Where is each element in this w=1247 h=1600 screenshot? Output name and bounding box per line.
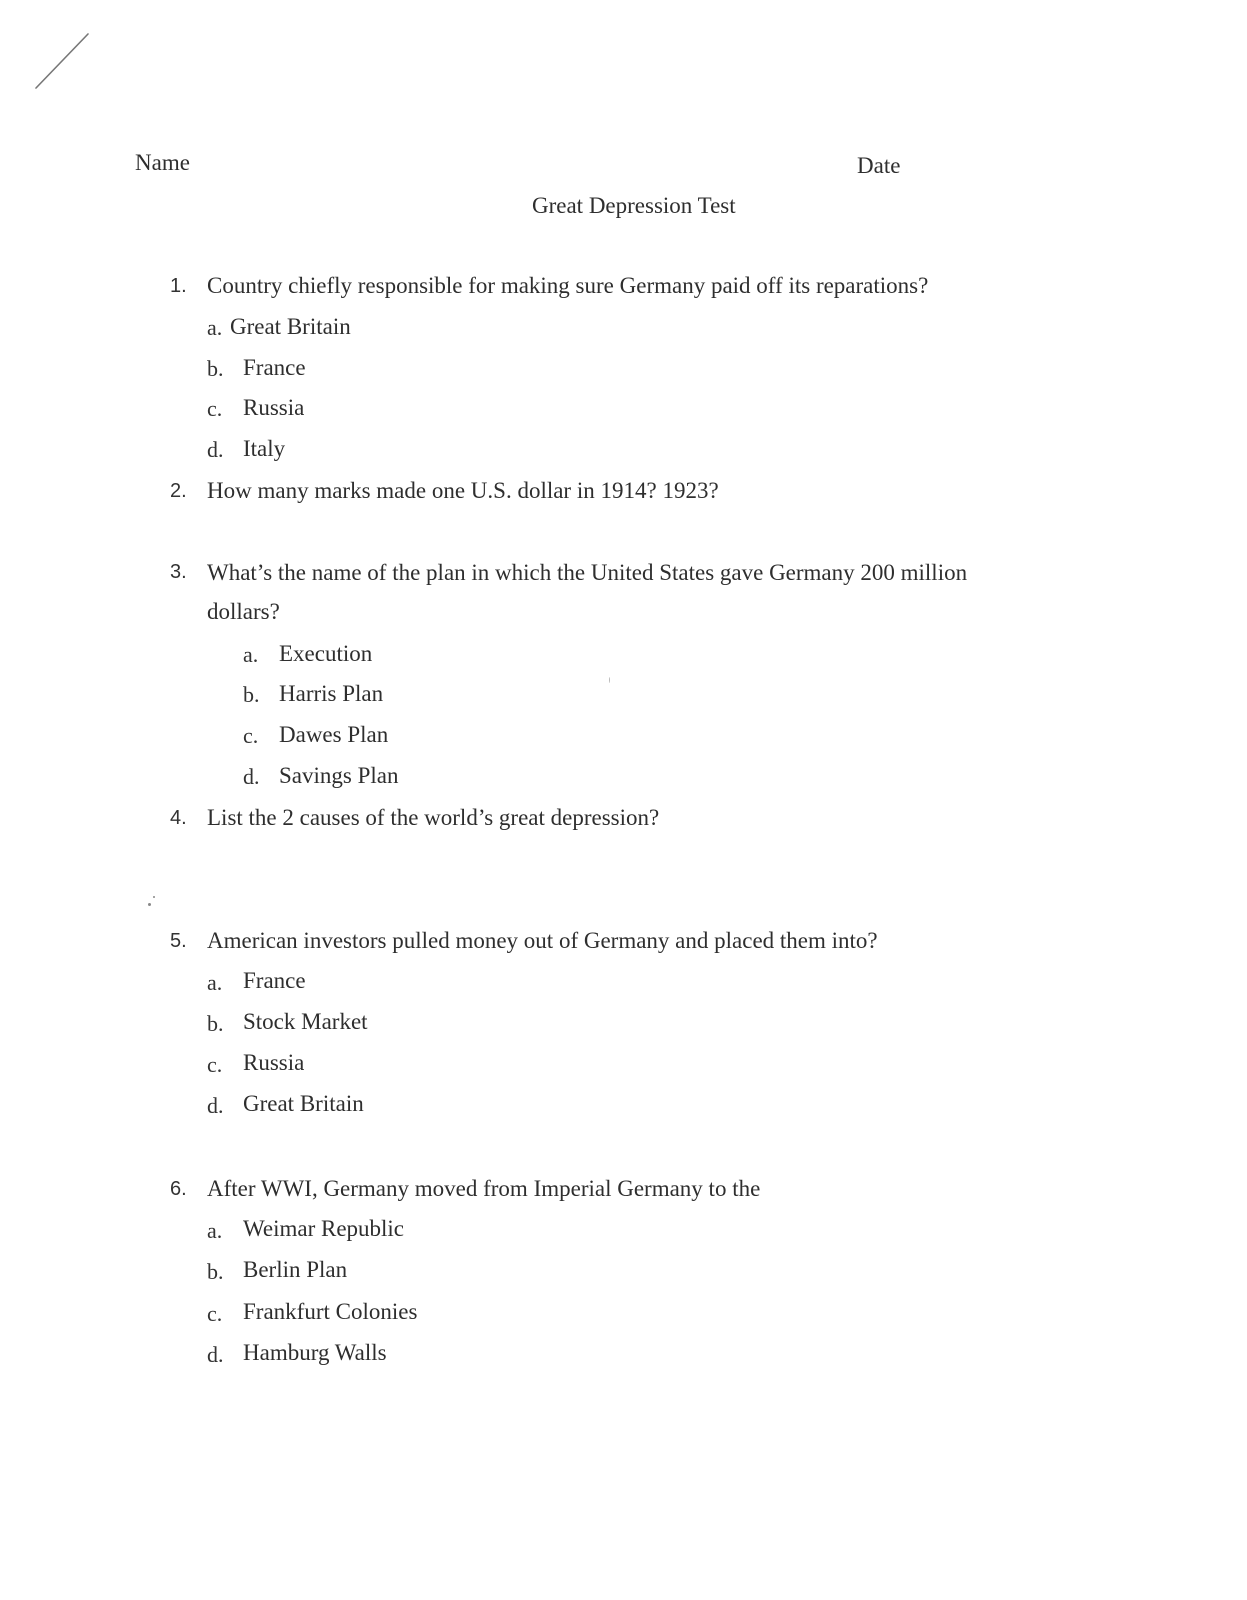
q6-option-a-letter: a.: [207, 1218, 223, 1243]
question-4-text: List the 2 causes of the world’s great depression?: [207, 805, 660, 830]
question-5-number: 5.: [170, 930, 187, 952]
q3-option-a-text: Execution: [279, 641, 373, 666]
q1-option-d-text: Italy: [243, 436, 286, 461]
question-4-number: 4.: [170, 807, 187, 829]
question-6-number: 6.: [170, 1178, 187, 1200]
q1-option-d-letter: d.: [207, 437, 224, 462]
question-2-text: How many marks made one U.S. dollar in 1914? 1923?: [207, 478, 719, 503]
name-label: Name: [135, 150, 190, 175]
q6-option-b-text: Berlin Plan: [243, 1257, 348, 1282]
scan-speck: [153, 896, 155, 898]
question-6-text: After WWI, Germany moved from Imperial Germany to the: [207, 1176, 761, 1201]
scan-speck: [609, 677, 610, 683]
q1-option-c-text: Russia: [243, 395, 305, 420]
q6-option-c-letter: c.: [207, 1301, 223, 1326]
q3-option-c-text: Dawes Plan: [279, 722, 389, 747]
q1-option-a-letter: a.: [207, 315, 223, 340]
pen-stroke-mark: [30, 30, 100, 95]
question-3-text-line2: dollars?: [207, 599, 280, 624]
q1-option-c-letter: c.: [207, 396, 223, 421]
q5-option-b-letter: b.: [207, 1011, 224, 1036]
question-3-number: 3.: [170, 561, 187, 583]
question-3-text-line1: What’s the name of the plan in which the United States gave Germany 200 million: [207, 560, 968, 585]
date-label: Date: [857, 153, 901, 178]
q5-option-a-text: France: [243, 968, 306, 993]
q1-option-b-letter: b.: [207, 356, 224, 381]
question-2-number: 2.: [170, 480, 187, 502]
q5-option-c-letter: c.: [207, 1052, 223, 1077]
q6-option-d-text: Hamburg Walls: [243, 1340, 387, 1365]
q6-option-c-text: Frankfurt Colonies: [243, 1299, 418, 1324]
q1-option-a-text: Great Britain: [230, 314, 351, 339]
q5-option-b-text: Stock Market: [243, 1009, 368, 1034]
q5-option-d-letter: d.: [207, 1093, 224, 1118]
q3-option-b-letter: b.: [243, 682, 260, 707]
q3-option-c-letter: c.: [243, 723, 259, 748]
q3-option-d-letter: d.: [243, 764, 260, 789]
q3-option-a-letter: a.: [243, 642, 259, 667]
q6-option-d-letter: d.: [207, 1342, 224, 1367]
question-1-text: Country chiefly responsible for making sure Germany paid off its reparations?: [207, 273, 929, 298]
question-1-number: 1.: [170, 275, 187, 297]
question-5-text: American investors pulled money out of Germany and placed them into?: [207, 928, 878, 953]
q1-option-b-text: France: [243, 355, 306, 380]
q6-option-b-letter: b.: [207, 1259, 224, 1284]
q3-option-d-text: Savings Plan: [279, 763, 399, 788]
q6-option-a-text: Weimar Republic: [243, 1216, 405, 1241]
q5-option-a-letter: a.: [207, 970, 223, 995]
q5-option-c-text: Russia: [243, 1050, 305, 1075]
q5-option-d-text: Great Britain: [243, 1091, 364, 1116]
scan-speck: [148, 903, 151, 906]
q3-option-b-text: Harris Plan: [279, 681, 384, 706]
page-title: Great Depression Test: [532, 193, 736, 218]
